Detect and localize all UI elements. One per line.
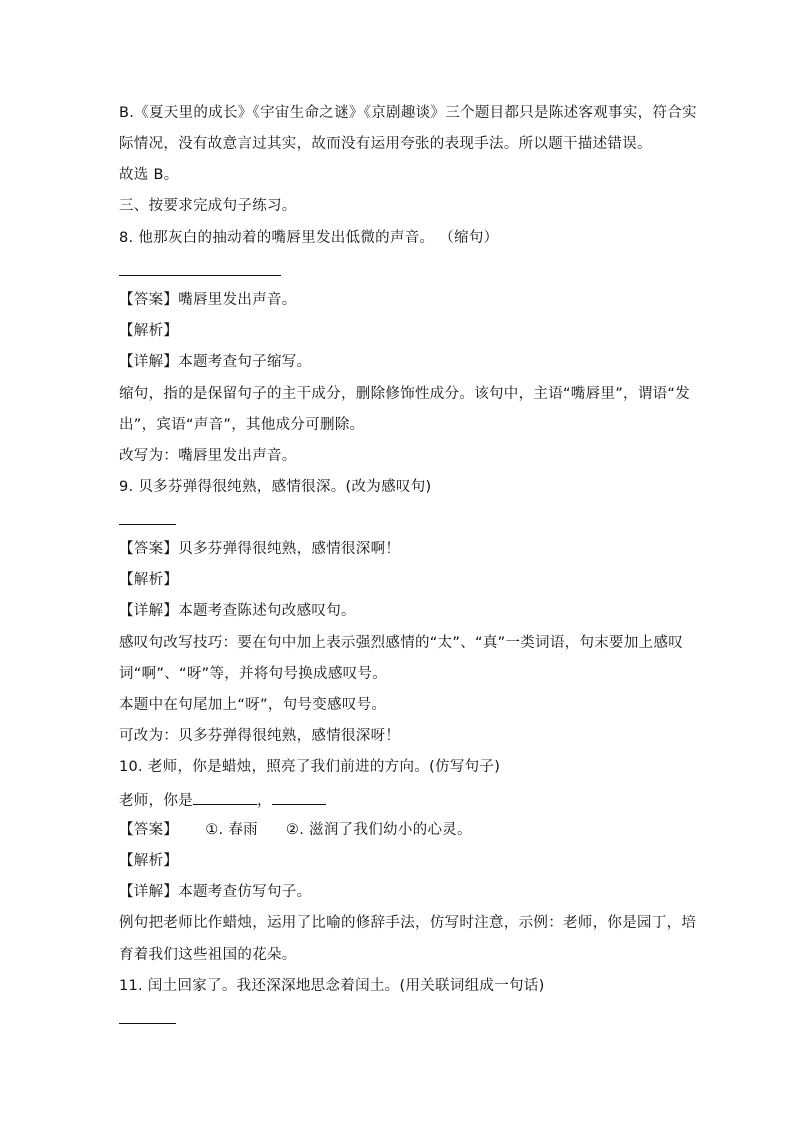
question-10: 10. 老师，你是蜡烛，照亮了我们前进的方向。(仿写句子) xyxy=(119,759,501,775)
detail-q10: 【详解】本题考查仿写句子。 xyxy=(119,884,312,900)
question-11: 11. 闰土回家了。我还深深地思念着闰土。(用关联词组成一句话) xyxy=(119,978,545,994)
fill-blank-2 xyxy=(272,789,326,805)
option-b-explanation-line-1: B.《夏天里的成长》《宇宙生命之谜》《京剧趣谈》三个题目都只是陈述客观事实，符合实 xyxy=(119,105,697,121)
fill-in-q10-comma: ， xyxy=(257,793,272,809)
answer-q10-item-1: ①. 春雨 xyxy=(205,822,258,838)
explanation-q8-line-3: 改写为：嘴唇里发出声音。 xyxy=(119,448,297,464)
question-8: 8. 他那灰白的抽动着的嘴唇里发出低微的声音。 （缩句） xyxy=(119,230,499,246)
answer-label-q10: 【答案】 xyxy=(119,822,179,838)
explanation-q9-line-2: 词“啊”、“呀”等，并将句号换成感叹号。 xyxy=(119,666,388,682)
analysis-label-q10: 【解析】 xyxy=(119,853,179,869)
detail-q9: 【详解】本题考查陈述句改感叹句。 xyxy=(119,603,356,619)
explanation-q9-line-4: 可改为：贝多芬弹得很纯熟，感情很深呀！ xyxy=(119,728,401,744)
answer-blank-q8 xyxy=(119,275,281,276)
answer-blank-q9 xyxy=(119,524,176,525)
fill-in-q10-prompt: 老师，你是 xyxy=(119,793,193,809)
analysis-label-q9: 【解析】 xyxy=(119,572,179,588)
explanation-q10-line-2: 育着我们这些祖国的花朵。 xyxy=(119,947,297,963)
question-9: 9. 贝多芬弹得很纯熟，感情很深。(改为感叹句) xyxy=(119,479,432,495)
answer-blank-q11 xyxy=(119,1023,176,1024)
explanation-q10-line-1: 例句把老师比作蜡烛，运用了比喻的修辞手法，仿写时注意，示例：老师，你是园丁，培 xyxy=(119,915,697,931)
fill-blank-1 xyxy=(193,789,257,805)
answer-q8: 【答案】嘴唇里发出声音。 xyxy=(119,292,297,308)
section-heading: 三、按要求完成句子练习。 xyxy=(119,198,297,214)
analysis-label-q8: 【解析】 xyxy=(119,323,179,339)
explanation-q9-line-1: 感叹句改写技巧：要在句中加上表示强烈感情的“太”、“真”一类词语，句末要加上感叹 xyxy=(119,635,684,651)
answer-q9: 【答案】贝多芬弹得很纯熟，感情很深啊！ xyxy=(119,541,401,557)
fill-in-q10 xyxy=(119,789,326,811)
explanation-q8-line-1: 缩句，指的是保留句子的主干成分，删除修饰性成分。该句中，主语“嘴唇里”，谓语“发 xyxy=(119,386,691,402)
answer-q10-item-2: ②. 滋润了我们幼小的心灵。 xyxy=(285,822,472,838)
explanation-q9-line-3: 本题中在句尾加上“呀”，句号变感叹号。 xyxy=(119,697,387,713)
answer-q10 xyxy=(119,820,472,840)
detail-q8: 【详解】本题考查句子缩写。 xyxy=(119,354,312,370)
option-b-explanation-line-2: 际情况，没有故意言过其实，故而没有运用夸张的表现手法。所以题干描述错误。 xyxy=(119,136,652,152)
explanation-q8-line-2: 出”，宾语“声音”，其他成分可删除。 xyxy=(119,417,365,433)
choice-conclusion: 故选 B。 xyxy=(119,167,179,183)
